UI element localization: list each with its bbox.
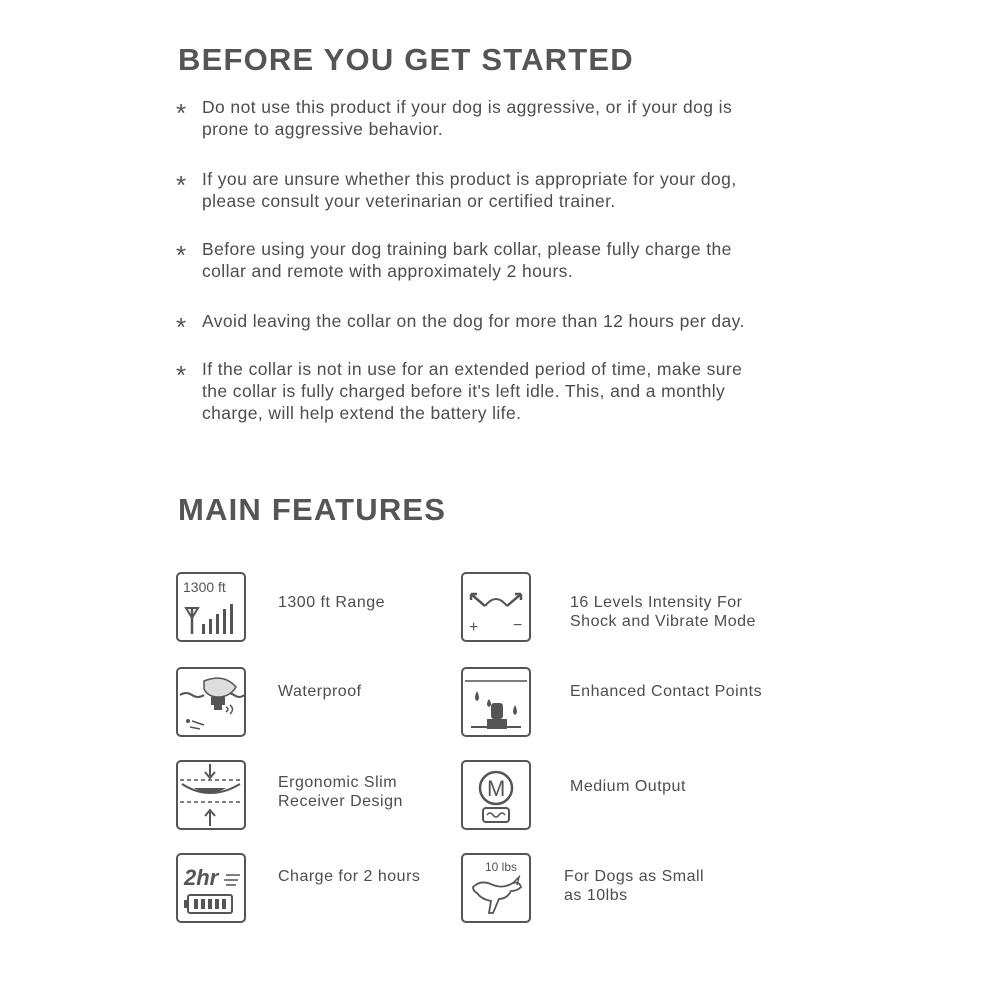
precaution-text: Avoid leaving the collar on the dog for more than 12 hours per day. xyxy=(202,311,745,331)
feature-label-small-dog: For Dogs as Small as 10lbs xyxy=(564,868,705,904)
signal-range-icon xyxy=(176,572,246,642)
precaution-item xyxy=(176,358,742,424)
precaution-item xyxy=(176,168,737,212)
precaution-text: If you are unsure whether this product is appropriate for your dog, please consult your veterinarian or certified trainer. xyxy=(202,169,737,211)
precaution-item xyxy=(176,238,732,282)
asterisk-bullet-icon: * xyxy=(176,360,187,390)
feature-label-contact: Enhanced Contact Points xyxy=(570,683,763,700)
asterisk-bullet-icon: * xyxy=(176,98,187,128)
m-letter: M xyxy=(487,776,506,801)
feature-label-charge: Charge for 2 hours xyxy=(278,868,421,885)
before-you-get-started-heading: BEFORE YOU GET STARTED xyxy=(178,42,634,77)
feature-label-range: 1300 ft Range xyxy=(278,594,386,611)
two-hour-text: 2hr xyxy=(184,865,219,890)
precaution-text: Before using your dog training bark collar, please fully charge the collar and remote with approximately 2 hours. xyxy=(202,239,732,281)
precaution-text: Do not use this product if your dog is aggressive, or if your dog is prone to aggressive behavior. xyxy=(202,97,733,139)
main-features-heading: MAIN FEATURES xyxy=(178,492,447,527)
medium-output-icon xyxy=(461,760,531,830)
feature-label-output: Medium Output xyxy=(570,778,686,795)
slim-receiver-icon xyxy=(176,760,246,830)
plus-icon: + xyxy=(469,619,479,636)
precaution-item xyxy=(176,310,745,342)
intensity-levels-icon xyxy=(461,572,531,642)
precaution-item xyxy=(176,96,732,140)
ten-lbs-text: 10 lbs xyxy=(485,860,518,874)
feature-label-slim: Ergonomic Slim Receiver Design xyxy=(278,774,403,810)
battery-charge-icon xyxy=(176,853,246,923)
contact-points-icon xyxy=(461,667,531,737)
minus-icon: − xyxy=(513,617,523,634)
waterproof-icon xyxy=(176,667,246,737)
asterisk-bullet-icon: * xyxy=(176,312,187,342)
feature-label-intensity: 16 Levels Intensity For Shock and Vibrate Mode xyxy=(570,594,756,630)
small-dog-icon xyxy=(461,853,531,923)
precaution-text: If the collar is not in use for an extended period of time, make sure the collar is fully charged before it's left idle. This, and a monthly charge, will help extend the battery life. xyxy=(202,359,743,423)
feature-label-waterproof: Waterproof xyxy=(278,683,362,700)
range-icon-text: 1300 ft xyxy=(183,579,226,595)
asterisk-bullet-icon: * xyxy=(176,170,187,200)
asterisk-bullet-icon: * xyxy=(176,240,187,270)
